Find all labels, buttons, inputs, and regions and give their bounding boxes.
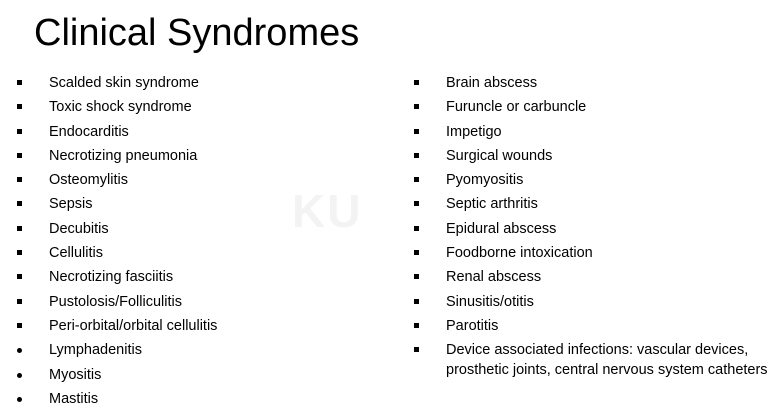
list-item-label: Myositis (49, 366, 102, 383)
square-bullet-icon (414, 347, 419, 352)
list-item (14, 265, 384, 289)
list-item-label: Septic arthritis (446, 196, 538, 213)
left-bullet-list (14, 71, 384, 411)
list-item (14, 241, 384, 265)
square-bullet-icon (414, 104, 419, 109)
list-item (411, 71, 775, 95)
list-item (411, 144, 775, 168)
right-bullet-list (411, 71, 775, 380)
list-item (14, 144, 384, 168)
square-bullet-icon (17, 104, 22, 109)
list-item-label: Impetigo (446, 123, 502, 140)
list-item-label: Necrotizing fasciitis (49, 269, 174, 286)
list-item-label: Toxic shock syndrome (49, 99, 192, 116)
list-item (14, 290, 384, 314)
list-item-label: Decubitis (49, 220, 109, 237)
list-item (411, 338, 775, 380)
round-bullet-icon (17, 373, 22, 378)
list-item (14, 95, 384, 119)
list-item (14, 314, 384, 338)
list-item (14, 363, 384, 387)
round-bullet-icon (17, 348, 22, 353)
square-bullet-icon (414, 177, 419, 182)
list-item-label: Peri-orbital/orbital cellulitis (49, 317, 218, 334)
watermark: KU (292, 185, 363, 237)
square-bullet-icon (414, 274, 419, 279)
list-item (14, 192, 384, 216)
square-bullet-icon (17, 226, 22, 231)
list-item (411, 168, 775, 192)
list-item-label: Epidural abscess (446, 220, 557, 237)
list-item-label: Endocarditis (49, 123, 129, 140)
list-item-label: Mastitis (49, 390, 99, 407)
square-bullet-icon (17, 201, 22, 206)
square-bullet-icon (17, 177, 22, 182)
list-item (411, 217, 775, 241)
list-item (411, 290, 775, 314)
square-bullet-icon (414, 201, 419, 206)
square-bullet-icon (17, 250, 22, 255)
square-bullet-icon (17, 153, 22, 158)
square-bullet-icon (17, 129, 22, 134)
list-item (14, 168, 384, 192)
list-item-label: Renal abscess (446, 269, 542, 286)
list-item (411, 241, 775, 265)
round-bullet-icon (17, 397, 22, 402)
list-item-label: Pustolosis/Folliculitis (49, 293, 182, 310)
square-bullet-icon (414, 250, 419, 255)
list-item (14, 217, 384, 241)
square-bullet-icon (17, 299, 22, 304)
list-item-label: Necrotizing pneumonia (49, 147, 198, 164)
list-item (411, 95, 775, 119)
list-item (14, 387, 384, 411)
list-item-label: Parotitis (446, 317, 499, 334)
list-item-label: Furuncle or carbuncle (446, 99, 587, 116)
list-item (14, 120, 384, 144)
list-item (14, 338, 384, 362)
list-item (411, 192, 775, 216)
square-bullet-icon (414, 226, 419, 231)
list-item-label: Osteomylitis (49, 172, 128, 189)
square-bullet-icon (414, 80, 419, 85)
list-item-label: Sepsis (49, 196, 93, 213)
list-item-label: Scalded skin syndrome (49, 75, 199, 91)
square-bullet-icon (17, 80, 22, 85)
list-item-label: Sinusitis/otitis (446, 293, 534, 310)
list-item (411, 265, 775, 289)
list-item-label: Brain abscess (446, 75, 538, 91)
list-item-label: Cellulitis (49, 245, 103, 262)
list-item (411, 120, 775, 144)
square-bullet-icon (414, 323, 419, 328)
square-bullet-icon (414, 299, 419, 304)
list-item-label: Pyomyositis (446, 172, 524, 189)
list-item (411, 314, 775, 338)
list-item-label: Lymphadenitis (49, 342, 142, 359)
square-bullet-icon (414, 129, 419, 134)
list-item-label: Surgical wounds (446, 147, 553, 164)
square-bullet-icon (17, 274, 22, 279)
list-item-label: Device associated infections: vascular devices, prosthetic joints, central nervous system catheters (446, 342, 768, 379)
list-item (14, 71, 384, 95)
list-item-label: Foodborne intoxication (446, 245, 593, 262)
square-bullet-icon (17, 323, 22, 328)
square-bullet-icon (414, 153, 419, 158)
slide-title: Clinical Syndromes (34, 12, 360, 54)
